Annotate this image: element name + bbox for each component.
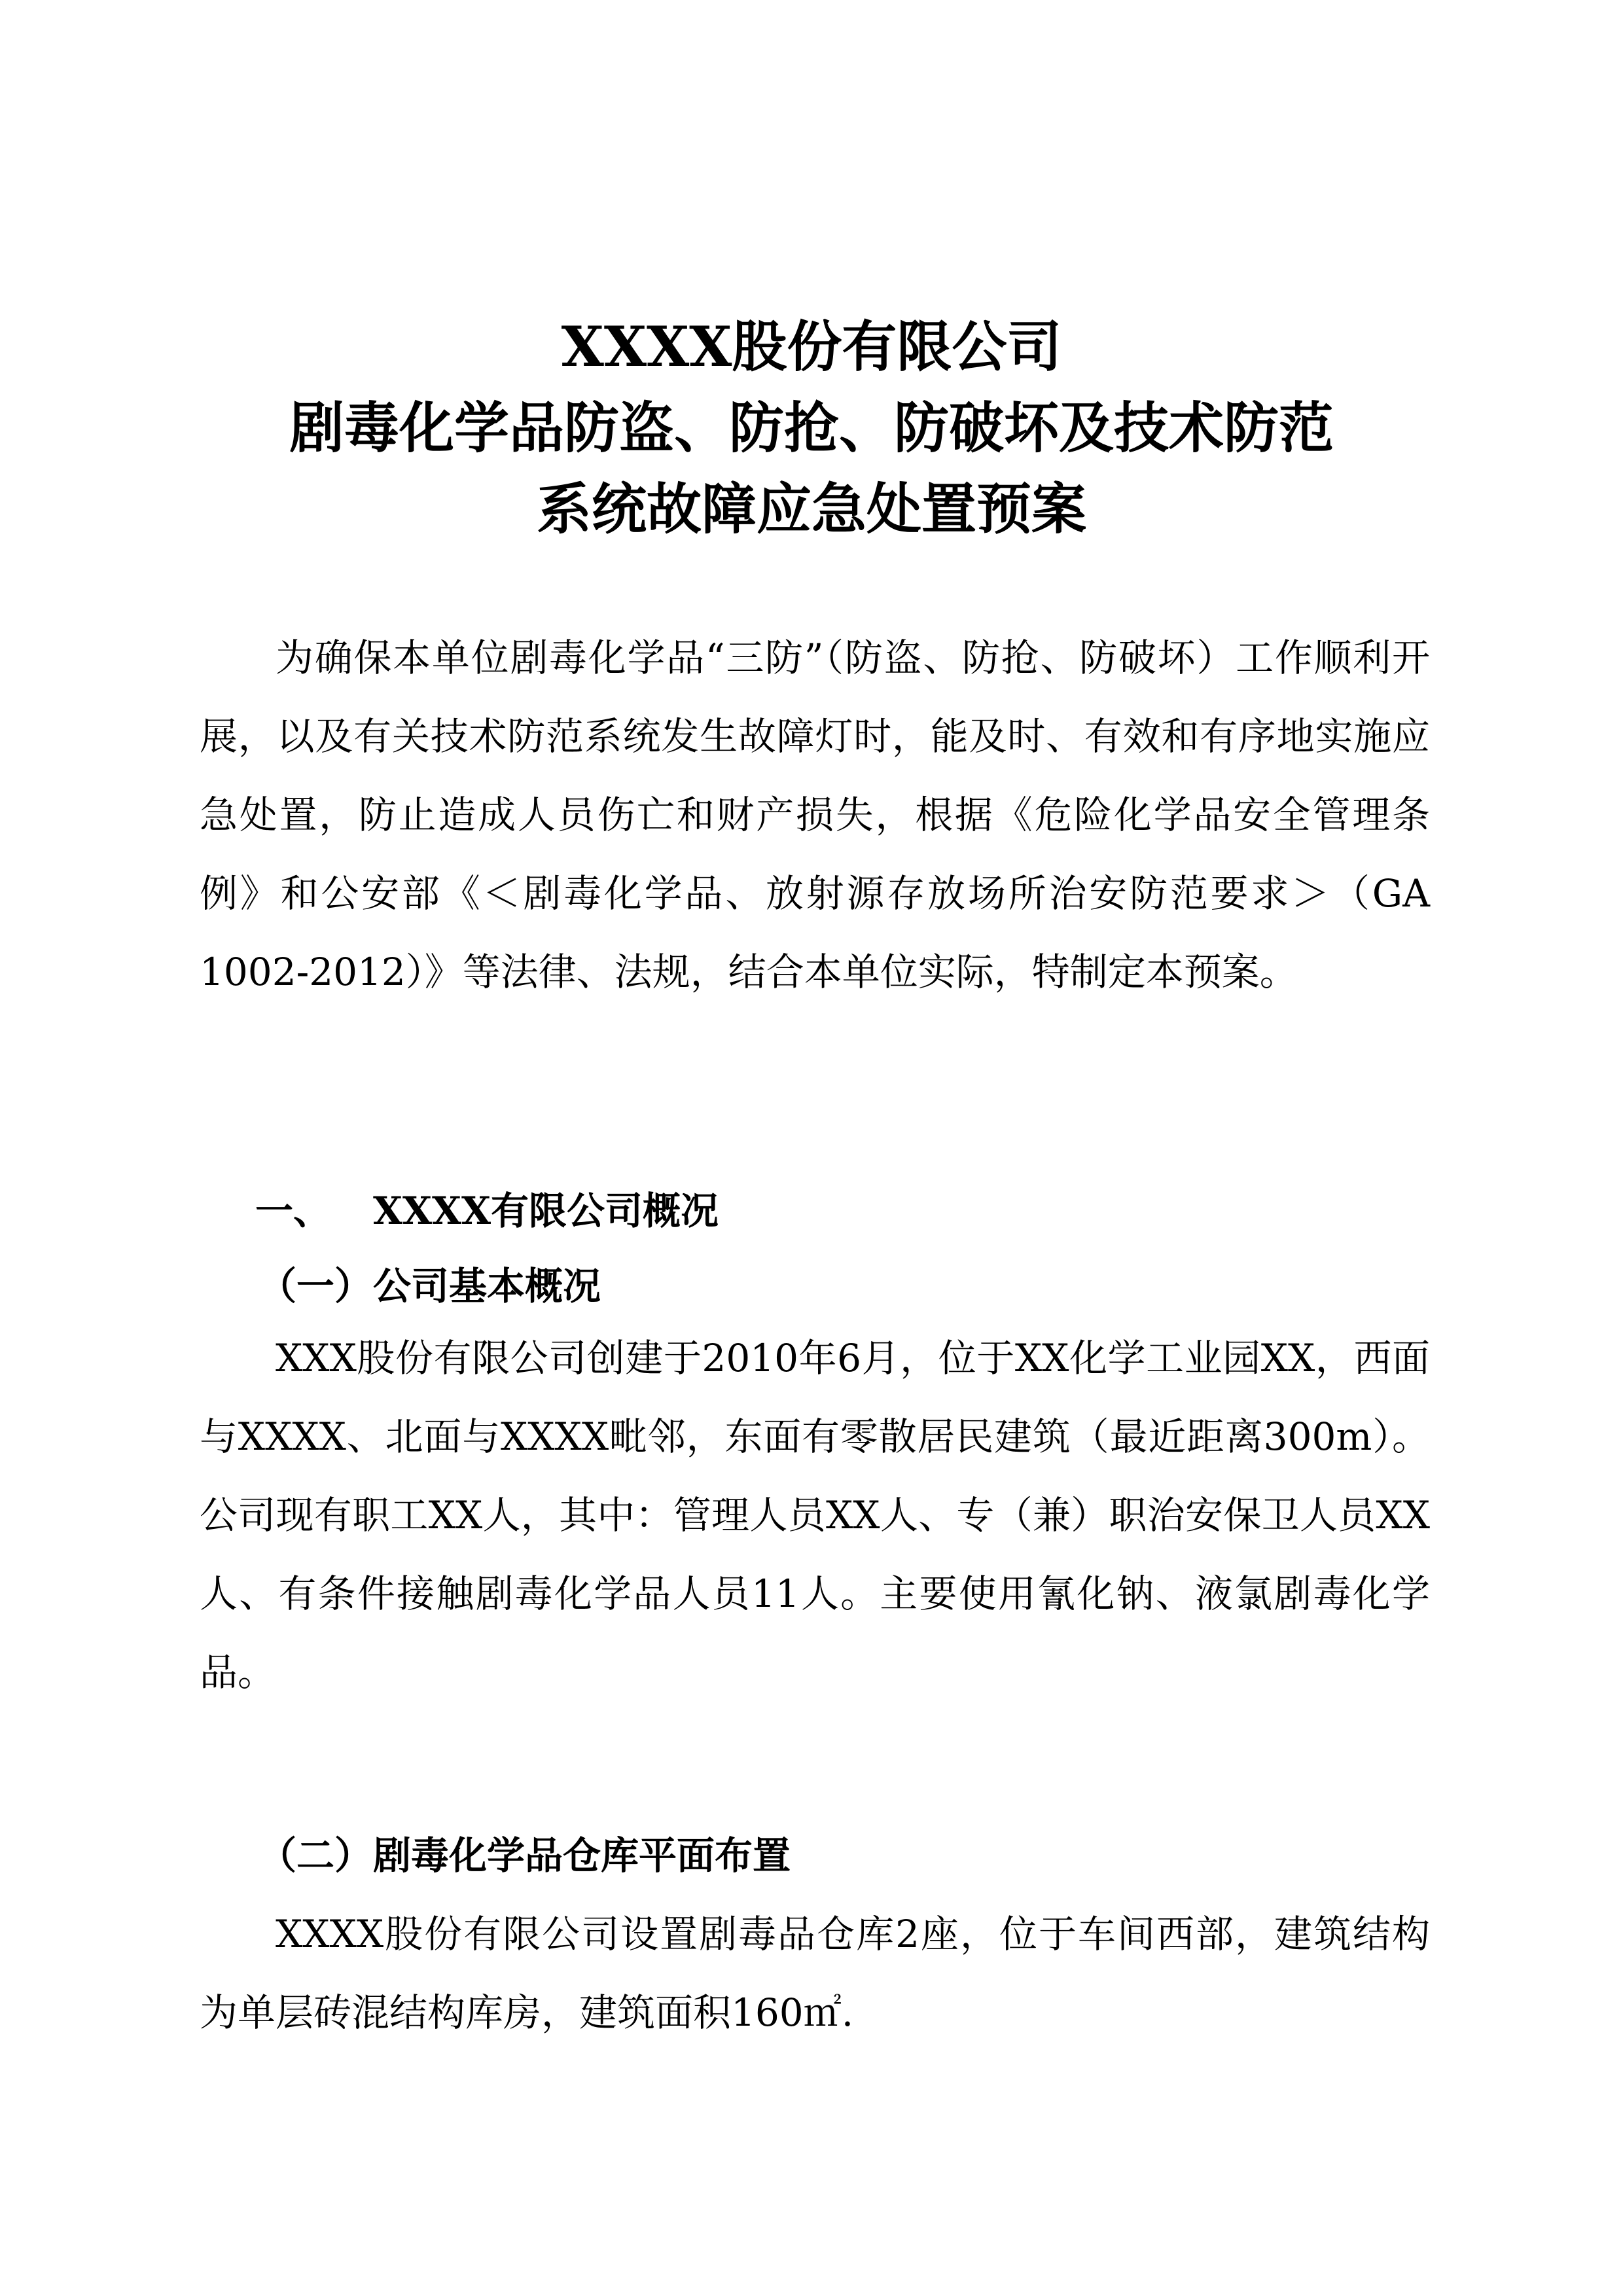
subsection-title: 公司基本概况 (373, 1264, 601, 1308)
document-title-line-1: XXXX股份有限公司 (561, 314, 1062, 379)
subsection-number: （一） (259, 1264, 373, 1308)
section-number: 一、 (255, 1189, 332, 1233)
subsection-title: 剧毒化学品仓库平面布置 (373, 1833, 791, 1878)
intro-paragraph: 为确保本单位剧毒化学品“三防”（防盗、防抢、防破坏）工作顺利开展，以及有关技术防范系统发生故障灯时，能及时、有效和有序地实施应急处置，防止造成人员伤亡和财产损失，根据《危险化学品安全管理条例》和公安部《＜剧毒化学品、放射源存放场所治安防范要求＞（GA 1002-2012）》等法律、法规，结合本单位实际，特制定本预案。 (200, 636, 1430, 994)
subsection-number: （二） (259, 1833, 373, 1878)
subsection-heading-1 (259, 1253, 601, 1319)
section-title: XXXX有限公司概况 (373, 1189, 719, 1233)
document-title-line-3: 系统故障应急处置预案 (536, 476, 1086, 541)
section-heading-1 (255, 1178, 719, 1244)
document-title-line-2: 剧毒化学品防盗、防抢、防破坏及技术防范 (289, 395, 1334, 460)
subsection-heading-2 (259, 1823, 791, 1888)
warehouse-layout-paragraph: XXXX股份有限公司设置剧毒品仓库2座，位于车间西部，建筑结构为单层砖混结构库房，建筑面积160㎡. (200, 1912, 1430, 2035)
company-overview-paragraph: XXX股份有限公司创建于2010年6月，位于XX化学工业园XX，西面与XXXX、北面与XXXX毗邻，东面有零散居民建筑（最近距离300m）。公司现有职工XX人，其中：管理人员XX人、专（兼）职治安保卫人员XX人、有条件接触剧毒化学品人员11人。主要使用氰化钠、液氯剧毒化学品。 (200, 1336, 1430, 1695)
